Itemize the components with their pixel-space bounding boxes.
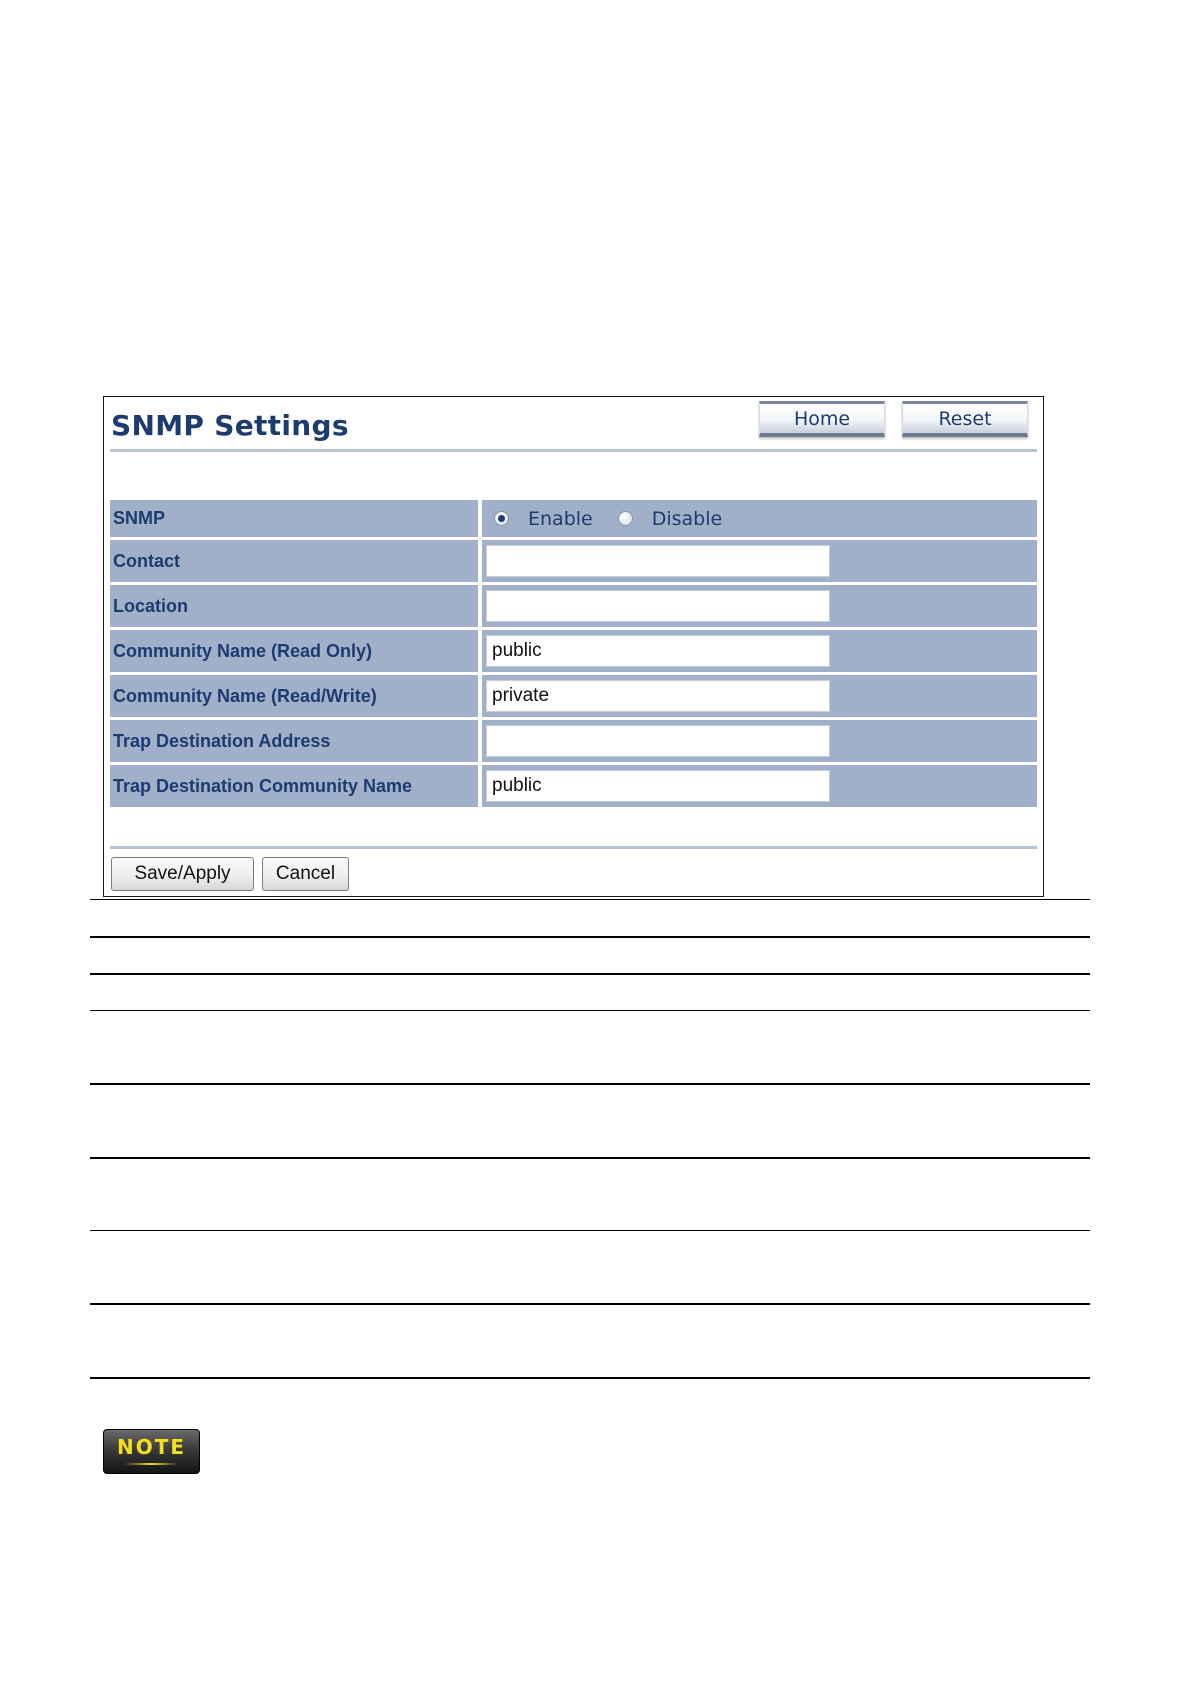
trap-destination-address-row xyxy=(110,720,1037,762)
trap-destination-address-label: Trap Destination Address xyxy=(113,730,331,751)
community-read-write-label: Community Name (Read/Write) xyxy=(113,685,377,706)
home-button[interactable]: Home xyxy=(759,401,885,437)
reset-button[interactable]: Reset xyxy=(902,401,1028,437)
enable-radio-label[interactable]: Enable xyxy=(528,507,593,530)
settings-form xyxy=(110,500,1037,810)
community-read-only-label: Community Name (Read Only) xyxy=(113,640,373,661)
trap-destination-community-input[interactable] xyxy=(486,770,830,802)
table-rule xyxy=(90,1230,1090,1231)
table-rule xyxy=(90,1083,1090,1085)
location-input[interactable] xyxy=(486,590,830,622)
community-read-write-row xyxy=(110,675,1037,717)
community-read-only-input[interactable] xyxy=(486,635,830,667)
trap-destination-address-input[interactable] xyxy=(486,725,830,757)
trap-destination-community-row xyxy=(110,765,1037,807)
table-rule xyxy=(90,1377,1090,1379)
snmp-label: SNMP xyxy=(113,508,166,528)
table-rule xyxy=(90,1303,1090,1305)
save-apply-button[interactable]: Save/Apply xyxy=(111,857,254,891)
location-label: Location xyxy=(113,595,188,616)
cancel-button[interactable]: Cancel xyxy=(262,857,349,891)
disable-radio[interactable] xyxy=(618,511,633,526)
snmp-settings-panel xyxy=(103,396,1044,897)
location-row xyxy=(110,585,1037,627)
note-badge-text: NOTE xyxy=(116,1435,187,1459)
trap-destination-community-label: Trap Destination Community Name xyxy=(113,775,413,796)
community-read-only-row xyxy=(110,630,1037,672)
disable-radio-label[interactable]: Disable xyxy=(651,507,723,530)
note-badge xyxy=(103,1429,200,1474)
table-rule xyxy=(90,1157,1090,1159)
page-title: SNMP Settings xyxy=(111,409,349,442)
community-read-write-input[interactable] xyxy=(486,680,830,712)
contact-input[interactable] xyxy=(486,545,830,577)
snmp-row xyxy=(110,500,1037,537)
footer-divider xyxy=(110,846,1037,849)
table-rule xyxy=(90,936,1090,938)
header-divider xyxy=(110,449,1037,452)
table-rule xyxy=(90,1010,1090,1011)
enable-radio[interactable] xyxy=(494,511,509,526)
table-rule xyxy=(90,973,1090,975)
contact-label: Contact xyxy=(113,550,180,571)
snmp-radio-group xyxy=(494,508,747,530)
contact-row xyxy=(110,540,1037,582)
table-rule xyxy=(90,899,1090,900)
